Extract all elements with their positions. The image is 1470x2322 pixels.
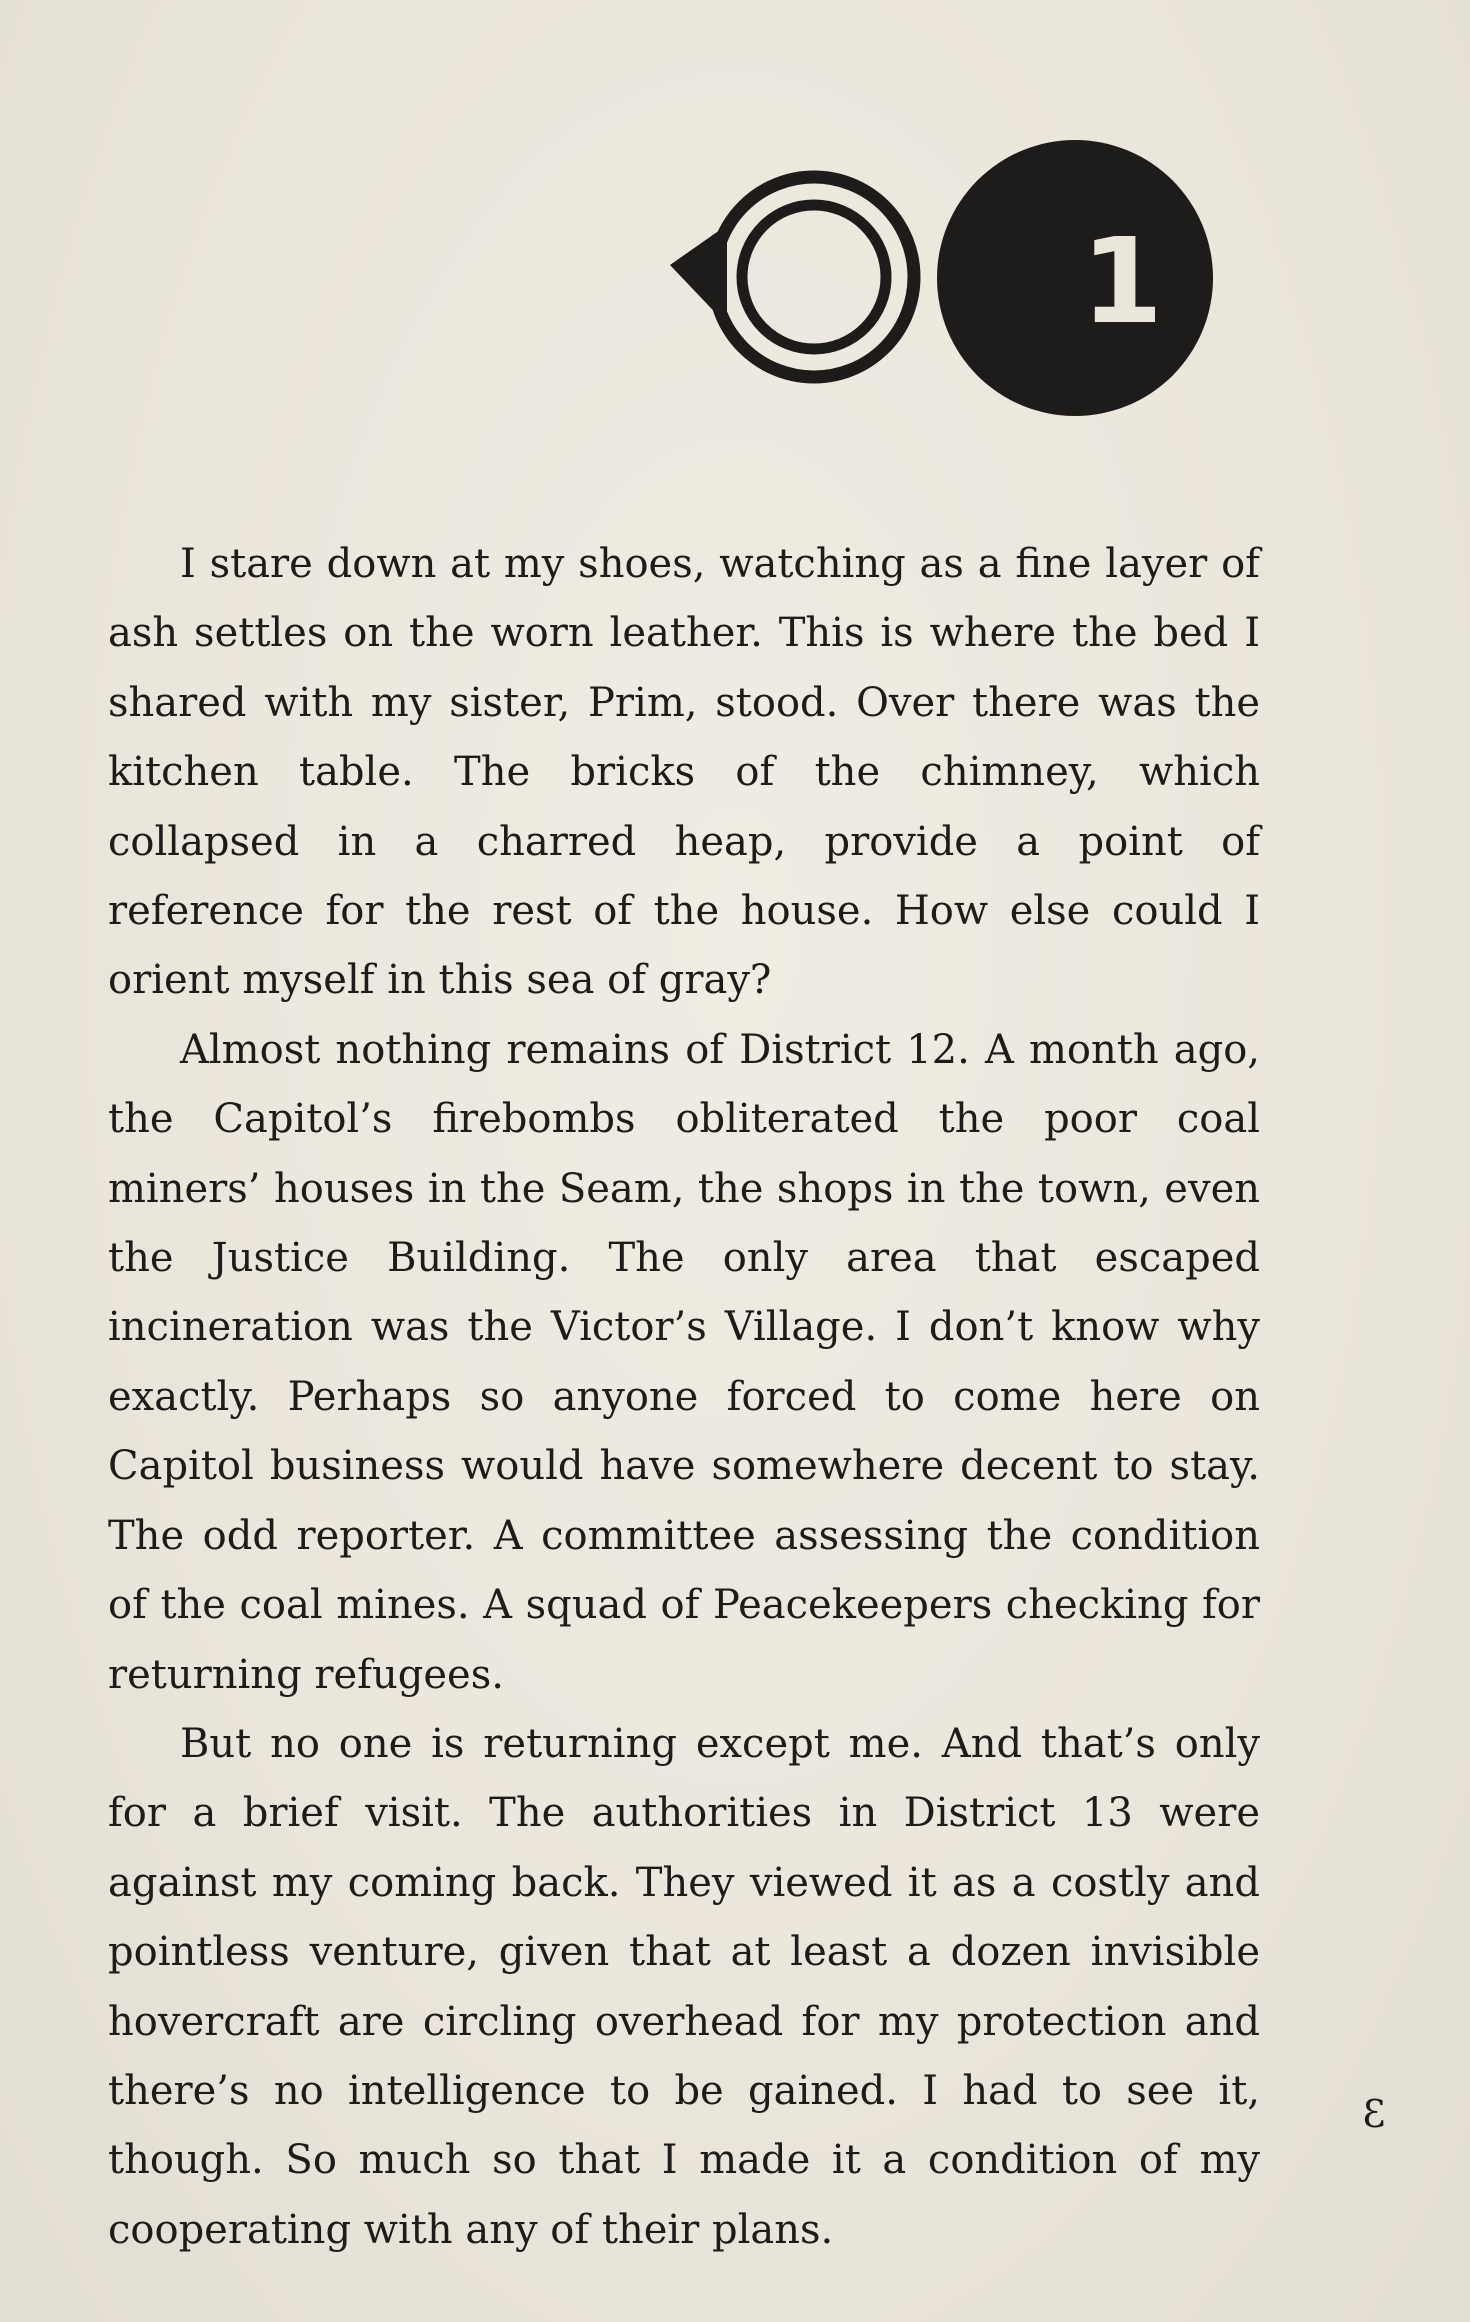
paragraph-1: I stare down at my shoes, watching as a fine layer of ash settles on the worn leather. This is where the bed I shared with my sister, Prim, stood. Over there was the kitchen table. The bricks of the chimney, which collapsed in a charred heap, provide a point of reference for the rest of the house. How else could I orient myself in this sea of gray? — [108, 541, 1260, 1004]
paragraph-2: Almost nothing remains of District 12. A month ago, the Capitol’s firebombs obliterated the poor coal miners’ houses in the Seam, the shops in the town, even the Justice Building. The only area that escaped incineration was the Victor’s Village. I don’t know why exactly. Perhaps so anyone forced to come here on Capitol business would have somewhere decent to stay. The odd reporter. A committee assessing the condition of the coal mines. A squad of Peacekeepers checking for returning refugees. — [108, 1026, 1260, 1698]
chapter-number-disc — [937, 140, 1213, 416]
chapter-heading-ornament — [670, 140, 1270, 420]
inner-ring-icon — [742, 205, 886, 349]
chapter-body-text — [108, 530, 1260, 2265]
paragraph-3: But no one is returning except me. And that’s only for a brief visit. The authorities in District 13 were against my coming back. They viewed it as a costly and pointless venture, given that at least a dozen invisible hovercraft are circling overhead for my protection and there’s no intelligence to be gained. I had to see it, though. So much so that I made it a condition of my cooperating with any of their plans. — [108, 1720, 1260, 2253]
chapter-number: 1 — [1080, 212, 1164, 350]
page-number: 3 — [1362, 2092, 1387, 2136]
